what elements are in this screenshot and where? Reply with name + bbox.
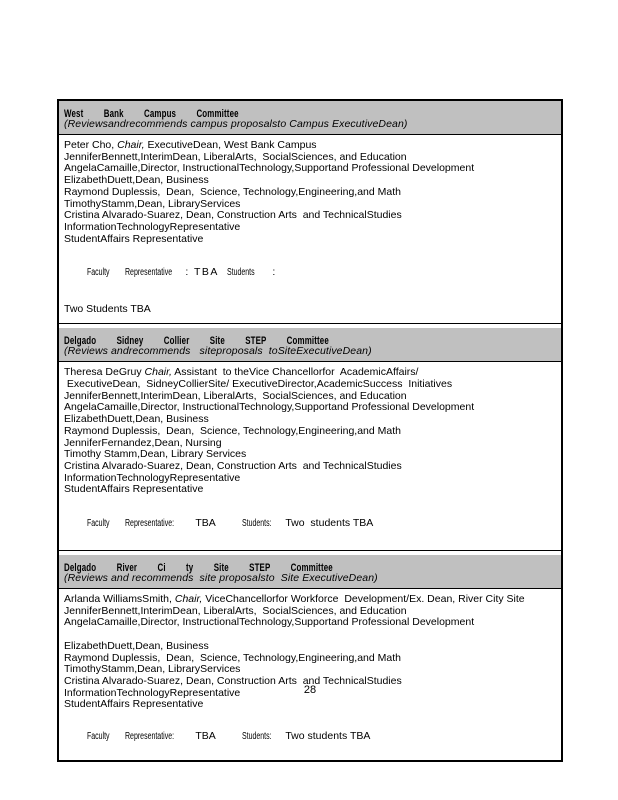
section-title: West Bank Campus Committee <box>64 108 239 120</box>
member-line: Raymond Duplessis, Dean, Science, Technology,Engineering,and Math <box>64 651 401 664</box>
section-title-row <box>64 558 556 575</box>
students-label: Students: <box>242 518 272 530</box>
faculty-tba-value: TBA <box>195 517 216 530</box>
section-subtitle: (Reviews and recommends site proposalsto Site ExecutiveDean) <box>64 572 378 585</box>
faculty-students-row <box>64 505 556 542</box>
section-body <box>59 134 561 323</box>
member-line: TimothyStamm,Dean, LibraryServices <box>64 663 241 676</box>
section-subtitle: (Reviews andrecommends siteproposals toSiteExecutiveDean) <box>64 345 372 358</box>
faculty-tba-value: : TBA <box>185 266 219 279</box>
member-line: StudentAffairs Representative <box>64 483 204 496</box>
member-line: JenniferBennett,InterimDean, LiberalArts, SocialSciences, and Education <box>64 604 407 617</box>
section-header <box>59 555 561 588</box>
section-header <box>59 101 561 134</box>
member-line: StudentAffairs Representative <box>64 698 204 711</box>
students-value: : <box>272 266 276 279</box>
member-line: JenniferFernandez,Dean, Nursing <box>64 436 222 449</box>
students-value: Two students TBA <box>285 517 374 530</box>
member-line: Raymond Duplessis, Dean, Science, Technology,Engineering,and Math <box>64 424 401 437</box>
section-subtitle: (Reviewsandrecommends campus proposalsto Campus ExecutiveDean) <box>64 118 408 130</box>
faculty-students-row <box>64 718 556 755</box>
member-line: TimothyStamm,Dean, LibraryServices <box>64 197 241 210</box>
faculty-students-row <box>64 254 556 291</box>
member-line: ElizabethDuett,Dean, Business <box>64 639 209 652</box>
member-line: InformationTechnologyRepresentative <box>64 220 241 233</box>
member-line: InformationTechnologyRepresentative <box>64 686 241 699</box>
representative-label: Representative: <box>125 518 175 530</box>
section-body <box>59 361 561 550</box>
students-value: Two students TBA <box>285 730 371 743</box>
faculty-label: Faculty <box>87 267 110 279</box>
section-body <box>59 588 561 760</box>
member-line: Timothy Stamm,Dean, Library Services <box>64 448 247 461</box>
member-line: Raymond Duplessis, Dean, Science, Technology,Engineering,and Math <box>64 185 401 198</box>
member-line: ExecutiveDean, SidneyCollierSite/ ExecutiveDirector,AcademicSuccess Initiatives <box>64 378 453 391</box>
section-sidney-collier-site <box>59 323 561 550</box>
committee-table <box>57 99 563 762</box>
faculty-label: Faculty <box>87 731 110 743</box>
representative-label: Representative <box>125 267 173 279</box>
section-title-row <box>64 331 556 348</box>
faculty-label: Faculty <box>87 518 110 530</box>
member-line: JenniferBennett,InterimDean, LiberalArts, SocialSciences, and Education <box>64 389 407 402</box>
students-footnote: Two Students TBA <box>64 303 151 316</box>
member-line: Arlanda WilliamsSmith, Chair, ViceChancellorfor Workforce Development/Ex. Dean, River City Site <box>64 593 525 606</box>
member-line: Theresa DeGruy Chair, Assistant to theVice Chancellorfor AcademicAffairs/ <box>64 366 419 379</box>
member-line: Peter Cho, Chair, ExecutiveDean, West Bank Campus <box>64 139 317 151</box>
member-line: AngelaCamaille,Director, InstructionalTechnology,Supportand Professional Development <box>64 401 475 414</box>
page-number: 28 <box>303 684 317 696</box>
member-line: ElizabethDuett,Dean, Business <box>64 413 209 426</box>
representative-label: Representative: <box>125 731 175 743</box>
section-title: Delgado Sidney Collier Site STEP Committee <box>64 335 329 348</box>
member-line: Cristina Alvarado-Suarez, Dean, Construction Arts and TechnicalStudies <box>64 209 402 222</box>
member-line: StudentAffairs Representative <box>64 232 204 245</box>
member-line: InformationTechnologyRepresentative <box>64 471 241 484</box>
member-line: JenniferBennett,InterimDean, LiberalArts, SocialSciences, and Education <box>64 150 407 163</box>
member-line: AngelaCamaille,Director, InstructionalTechnology,Supportand Professional Development <box>64 162 475 175</box>
section-title: Delgado River Ci ty Site STEP Committee <box>64 562 333 575</box>
member-line: Cristina Alvarado-Suarez, Dean, Construction Arts and TechnicalStudies <box>64 459 402 472</box>
students-label: Students: <box>242 731 272 743</box>
member-line: ElizabethDuett,Dean, Business <box>64 174 209 187</box>
section-header <box>59 328 561 361</box>
students-label: Students <box>227 267 255 279</box>
section-title-row <box>64 104 556 118</box>
section-west-bank-campus <box>59 101 561 323</box>
faculty-tba-value: TBA <box>195 730 216 743</box>
member-line: AngelaCamaille,Director, InstructionalTechnology,Supportand Professional Development <box>64 616 475 629</box>
section-river-city-site <box>59 550 561 760</box>
member-line: Cristina Alvarado-Suarez, Dean, Construction Arts and TechnicalStudies <box>64 674 402 687</box>
